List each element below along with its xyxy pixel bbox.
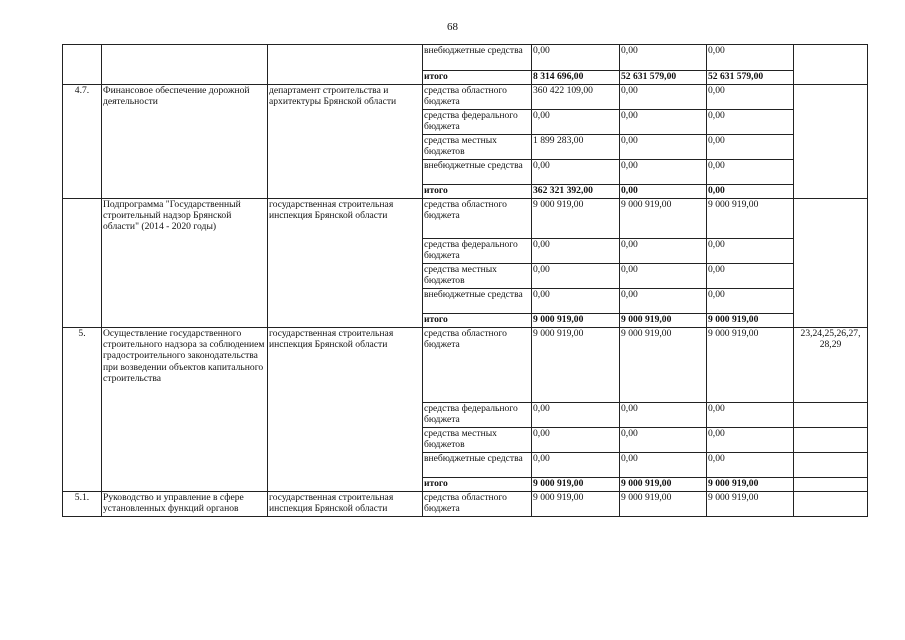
amount-year-1: 0,00	[532, 289, 620, 314]
amount-year-3: 9 000 919,00	[707, 478, 794, 492]
amount-year-1: 0,00	[532, 453, 620, 478]
amount-year-1: 9 000 919,00	[532, 199, 620, 239]
indicator-links	[794, 403, 868, 428]
indicator-links	[794, 478, 868, 492]
indicator-links	[794, 492, 868, 517]
funding-source: итого	[423, 71, 532, 85]
amount-year-2: 0,00	[620, 185, 707, 199]
row-number	[63, 199, 102, 328]
funding-source: итого	[423, 314, 532, 328]
table-row	[63, 492, 868, 517]
amount-year-1: 0,00	[532, 160, 620, 185]
indicator-links: 23,24,25,26,27, 28,29	[794, 328, 868, 403]
funding-source: средства областного бюджета	[423, 492, 532, 517]
amount-year-3: 0,00	[707, 135, 794, 160]
amount-year-3: 52 631 579,00	[707, 71, 794, 85]
subprogram-name: Подпрограмма "Государственный строительный надзор Брянской области" (2014 - 2020 годы)	[102, 199, 268, 328]
row-number	[63, 45, 102, 85]
indicator-links	[794, 85, 868, 199]
budget-table	[62, 44, 868, 517]
amount-year-3: 9 000 919,00	[707, 314, 794, 328]
table-row	[63, 45, 868, 71]
amount-year-3: 0,00	[707, 110, 794, 135]
amount-year-1: 0,00	[532, 110, 620, 135]
indicator-links	[794, 45, 868, 85]
amount-year-2: 9 000 919,00	[620, 328, 707, 403]
amount-year-1: 362 321 392,00	[532, 185, 620, 199]
executor: департамент строительства и архитектуры Брянской области	[268, 85, 423, 199]
amount-year-2: 0,00	[620, 453, 707, 478]
amount-year-2: 0,00	[620, 160, 707, 185]
executor: государственная строительная инспекция Брянской области	[268, 492, 423, 517]
funding-source: средства федерального бюджета	[423, 239, 532, 264]
executor: государственная строительная инспекция Брянской области	[268, 199, 423, 328]
amount-year-2: 0,00	[620, 239, 707, 264]
amount-year-1: 0,00	[532, 403, 620, 428]
amount-year-2: 9 000 919,00	[620, 314, 707, 328]
indicator-links	[794, 199, 868, 328]
amount-year-3: 9 000 919,00	[707, 328, 794, 403]
amount-year-1: 9 000 919,00	[532, 492, 620, 517]
row-number: 4.7.	[63, 85, 102, 199]
funding-source: средства областного бюджета	[423, 85, 532, 110]
amount-year-3: 0,00	[707, 185, 794, 199]
amount-year-3: 0,00	[707, 428, 794, 453]
amount-year-2: 0,00	[620, 428, 707, 453]
measure-name	[102, 45, 268, 85]
executor	[268, 45, 423, 85]
funding-source: средства областного бюджета	[423, 199, 532, 239]
amount-year-3: 0,00	[707, 239, 794, 264]
amount-year-3: 9 000 919,00	[707, 199, 794, 239]
funding-source: итого	[423, 185, 532, 199]
amount-year-2: 0,00	[620, 85, 707, 110]
amount-year-2: 0,00	[620, 135, 707, 160]
amount-year-1: 0,00	[532, 428, 620, 453]
amount-year-3: 0,00	[707, 45, 794, 71]
executor: государственная строительная инспекция Брянской области	[268, 328, 423, 492]
amount-year-1: 0,00	[532, 45, 620, 71]
amount-year-1: 8 314 696,00	[532, 71, 620, 85]
amount-year-2: 0,00	[620, 289, 707, 314]
funding-source: средства областного бюджета	[423, 328, 532, 403]
amount-year-2: 9 000 919,00	[620, 199, 707, 239]
amount-year-2: 0,00	[620, 403, 707, 428]
funding-source: внебюджетные средства	[423, 453, 532, 478]
page-number: 68	[447, 21, 458, 33]
amount-year-3: 9 000 919,00	[707, 492, 794, 517]
amount-year-2: 9 000 919,00	[620, 478, 707, 492]
amount-year-1: 1 899 283,00	[532, 135, 620, 160]
funding-source: средства местных бюджетов	[423, 428, 532, 453]
amount-year-2: 0,00	[620, 45, 707, 71]
measure-name: Руководство и управление в сфере установленных функций органов	[102, 492, 268, 517]
amount-year-3: 0,00	[707, 85, 794, 110]
funding-source: средства федерального бюджета	[423, 403, 532, 428]
measure-name: Финансовое обеспечение дорожной деятельности	[102, 85, 268, 199]
amount-year-2: 0,00	[620, 110, 707, 135]
amount-year-3: 0,00	[707, 160, 794, 185]
table-row	[63, 85, 868, 110]
amount-year-1: 9 000 919,00	[532, 314, 620, 328]
amount-year-2: 9 000 919,00	[620, 492, 707, 517]
funding-source: средства местных бюджетов	[423, 264, 532, 289]
amount-year-1: 0,00	[532, 264, 620, 289]
funding-source: средства федерального бюджета	[423, 110, 532, 135]
amount-year-1: 360 422 109,00	[532, 85, 620, 110]
amount-year-2: 52 631 579,00	[620, 71, 707, 85]
amount-year-2: 0,00	[620, 264, 707, 289]
row-number: 5.1.	[63, 492, 102, 517]
funding-source: внебюджетные средства	[423, 45, 532, 71]
amount-year-3: 0,00	[707, 264, 794, 289]
amount-year-1: 9 000 919,00	[532, 478, 620, 492]
indicator-links	[794, 453, 868, 478]
funding-source: итого	[423, 478, 532, 492]
indicator-links	[794, 428, 868, 453]
amount-year-1: 9 000 919,00	[532, 328, 620, 403]
table-row	[63, 328, 868, 403]
row-number: 5.	[63, 328, 102, 492]
amount-year-3: 0,00	[707, 403, 794, 428]
amount-year-1: 0,00	[532, 239, 620, 264]
measure-name: Осуществление государственного строительного надзора за соблюдением градостроительного законодательства при возведении объектов капитального строительства	[102, 328, 268, 492]
amount-year-3: 0,00	[707, 289, 794, 314]
funding-source: внебюджетные средства	[423, 160, 532, 185]
amount-year-3: 0,00	[707, 453, 794, 478]
funding-source: внебюджетные средства	[423, 289, 532, 314]
funding-source: средства местных бюджетов	[423, 135, 532, 160]
table-row	[63, 199, 868, 239]
